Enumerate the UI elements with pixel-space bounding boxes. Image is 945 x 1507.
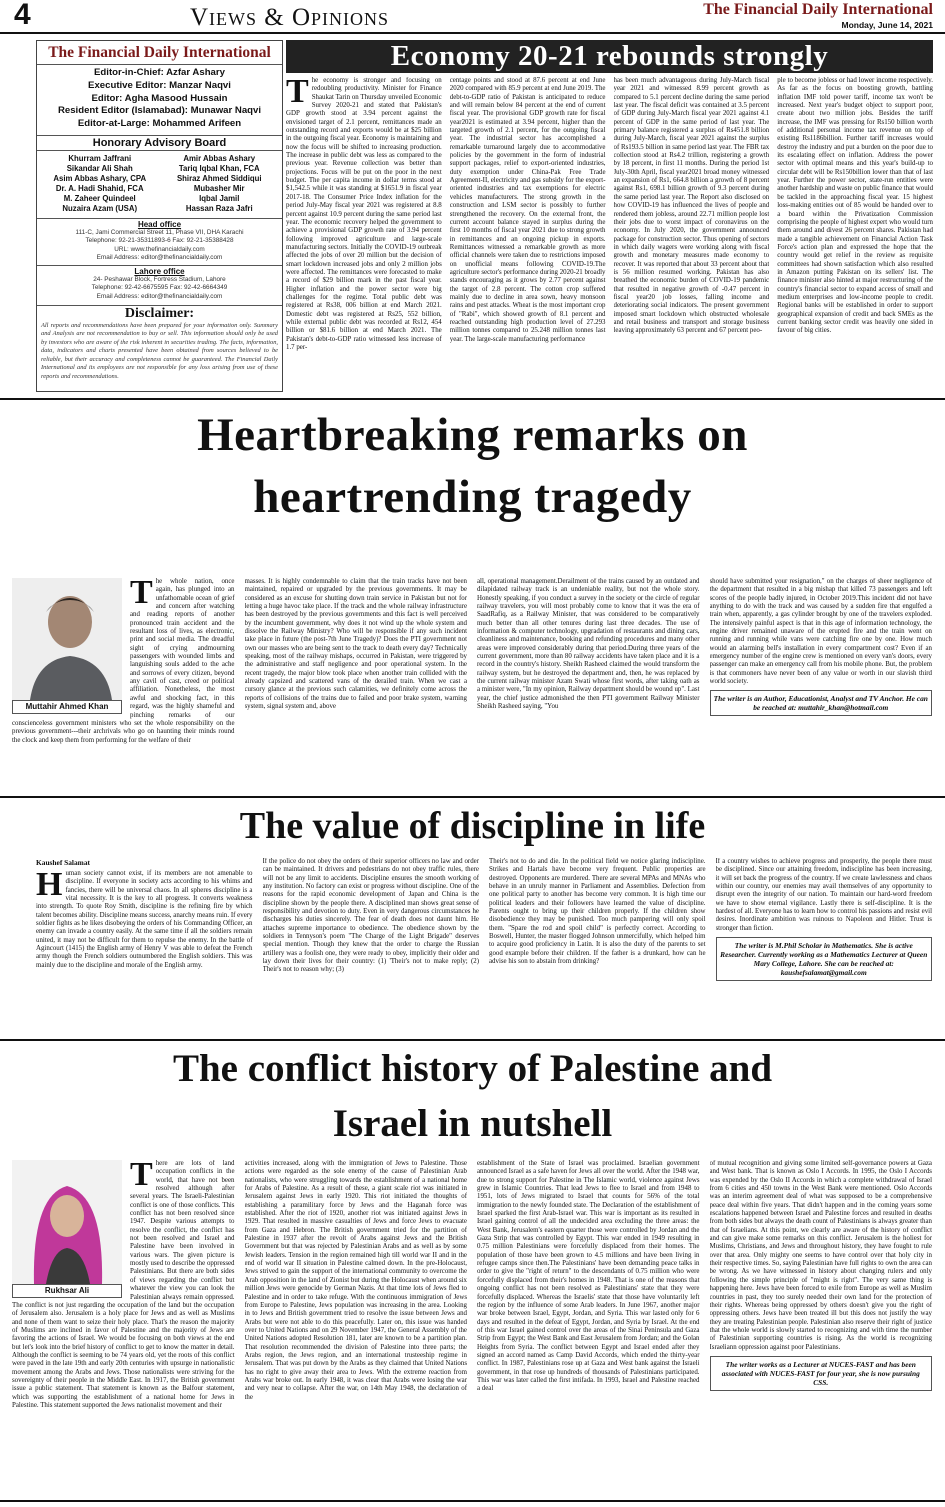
- head-office-url[interactable]: URL: www.thefinancialdaily.com: [114, 245, 205, 253]
- article-text: here are lots of land occupation conflicts in the world, that have not been resolved although after several years. The Israeli-Palestinian conflict is one of those conflicts. This conflict has not been resolved since 1947. Despite various attempts to resolve the conflict, the conflict has not been resolved and Israel and Palestine have been involved in various wars. The given picture is mostly used to describe the oppressed Palestinians. But there are both sides of views regarding the conflict but whatever the view you can look the Palestinian always remain oppressed. The conflict is not just regarding the occupation of the land but the occupation of Jerusalem also. Jerusalem is a holy place for Jews and as well as Muslims and none of them want to seize their holy place. That's the reason the majority of Muslims are inclined in favor of Palestine and the majority of Jews are favoring the actions of Israel. We would be focusing on both views at the end but let's look into the brief history of conflict to get to know the matter in detail. Although the conflict is seeming to be 74 years old, yet the roots of this conflict were paved in the late 19th and early 20th centuries with upsurge in nationalistic movement among the Arabs and Jews. Those nationalists were striving for the sovereignty of their people in the Middle East. In 1917, the British government issue a public statement. That statement is known as the Balfour statement, which was supporting the establishment of a national home for Jews in Palestine. This statement supported the Jews nationalist movement and their: [12, 1160, 235, 1409]
- board-member: Iqbal Jamil: [199, 193, 240, 203]
- board-member: Sikandar Ali Shah: [66, 163, 133, 173]
- board-member: Tariq Iqbal Khan, FCA: [178, 163, 260, 173]
- drop-cap: H: [36, 866, 63, 903]
- head-office-email[interactable]: Email Address: editor@thefinancialdaily.com: [96, 253, 223, 261]
- section-title: Views & Opinions: [190, 4, 390, 31]
- article1-body: [12, 578, 932, 790]
- issue-date: Monday, June 14, 2021: [841, 20, 933, 30]
- article-column: [245, 578, 468, 790]
- board-member: Shiraz Ahmed Siddiqui: [176, 173, 262, 183]
- article-text: establishment of the State of Israel was proclaimed. Israelian government announced Israel as a safe haven for Jews all over the world. After the 1948 war, due to strong support for Palestine in The Islamic world, violence against Jews grew in Islamic Countries. That lead Jews to flee to Israel and from 1948 to 1951, lots of Jews migrated to Israel that counts for 56% of the total immigration to the newly founded state. The Declaration of the establishment of Israel sparked the first Arab-Israel war. This war is important as its resulted in Israel gaining control of all the undecided area excluding the three areas: the West Bank, Jerusalem's eastern quarter those were controlled by Jordan and the Gaza Strip that was controlled by Egypt. This war ended in 1949 resulting in 0.75 million Palestinians were forcefully displaced from their homes. The population of those have been grown to 4.5 millions and have been living in refugee camps since then.The Palestinians' have been demanding peace talks in order to give the "right of return" to the descendants of 0.75 million who were forcefully displaced from their's homes in 1948. That is one of the reasons that ongoing conflict has not been resolved as Palestinians' state that they were forcefully displaced. Whereas the Israelis' state that those have voluntarily left the region by the influence of some Arab leaders. In June 1967, another major war broke between Israel, Egypt, Jordan, and Syria. This war lasted only for 6 days and resulted in the defeat of Egypt, Jordan, and Syria by Israel. At the end of this war Israel gained control over the areas of the Sinai Peninsula and Gaza Strip from Egypt; the West Bank and East Jerusalem from Jordan; and the Golan Heights from Syria. The conflict between Egypt and Israel ended after they signed an accord named as Camp David Accords, which ended the thirty-year conflict. In 1987, Palestinians rose up at Gaza and West bank against the Israeli government, in that rose up hundreds of thousands of Palestinians participated. This war was later called the first intifada. In 1993, Israel and Palestine reached a deal: [477, 1160, 700, 1393]
- article3-headline: [0, 1041, 945, 1151]
- masthead-title: The Financial Daily International: [37, 41, 282, 65]
- article-column: [477, 1160, 700, 1500]
- headline-line: Heartbreaking remarks on: [197, 409, 748, 461]
- headline-line: Israel in nutshell: [332, 1102, 613, 1145]
- article-column: [36, 858, 253, 1036]
- lahore-office-line: Telephone: 92-42-6675595 Fax: 92-42-6664349: [91, 284, 228, 292]
- economy-headline: Economy 20-21 rebounds strongly: [286, 40, 933, 73]
- article-text: If the police do not obey the orders of their superior officers no law and order can be maintained. It drivers and pedestrians do not obey traffic rules, there will not be any limit to accidents. Discipline ensures the smooth working of any institution. No factory can exist or progress without discipline. One of the reasons for the rapid economic development of Japan and China is the discipline shown by the people there. A disciplined man shows great sense of responsibility and devotion to duty. Even in very dangerous circumstances he discharges his duties sincerely. The fear of death does not daunt him. He attaches supreme importance to obedience. The obedience shown by the soldiers in Tennyson's poem "The Charge of the Light Brigade" deserves special mention. Though they knew that the order to charge the Russian artillery was a foolish one, they were ready to obey, implicitly their older and lay down their lives for their country: (1) 'Their's not to make reply; (2) Their's not to reason why; (3): [262, 858, 479, 974]
- editors-list: [37, 65, 282, 133]
- article-text: he whole nation, once again, has plunged into an unfathomable ocean of grief and concern after watching and reading reports of another pronounced train accident and the resultant loss of lives, as electronic, print and social media. The dreadful sight of crying andmourning passengers with wounded limbs and languishing souls added to the ache and sorrows of every citizen, beyond any cavil of cast, creed or political affiliation. Nonetheless, the most awful and shocking fact, in this regard, was the highly shameful and pinching remarks of our conscienceless government ministers who set the whole responsibility on the previous government---their archrivals who go on haunting their minds round the clock and keep them from performing for the welfare of their: [12, 578, 235, 744]
- economy-article: [286, 77, 933, 393]
- article2-body: [36, 858, 932, 1036]
- author-caption: Rukhsar Ali: [12, 1284, 122, 1298]
- section-divider: [0, 398, 945, 400]
- board-member: Hassan Raza Jafri: [185, 203, 253, 213]
- article-column: [263, 858, 480, 1036]
- masthead-box: [36, 40, 283, 392]
- board-member: Dr. A. Hadi Shahid, FCA: [55, 183, 144, 193]
- article-text: uman society cannot exist, if its members are not amenable to discipline. If everyone in society acts according to his whims and fancies, there will be universal chaos. In all spheres discipline is a vital necessity. It is the key to all progress. It converts weakness into strength. To quote Roy Smith, discipline is the refining fire by which talent becomes ability. Discipline means success, anarchy means ruin. If every soldier fights as he likes disobeying the orders of his Commanding Officer, an enemy can invade a country easily. At the same time if all the soldiers remain united, it may not be difficult for them to repulse the enemy. In the battle of Agincourt (1415) the English army of Henry V was able to defeat the French army though the French soldiers outnumbered the English soldiers. This was mainly due to the discipline and morale of the English army.: [36, 870, 253, 969]
- article1-headline: [0, 404, 945, 528]
- board-member: M. Zaheer Quindeel: [63, 193, 136, 203]
- article-text: should have submitted your resignation," on the charges of sheer negligence of the department that resulted in a big mishap that killed 73 passengers and left scores of the people badly injured, in October 2019.This incident did not have anything to do with the track and was caused by a sudden fire that engulfed a train when, apparently, a gas cylinder brought by one of the travelers exploded. The intensively painful aspect is that in this age of information technology, the engine driver remained unaware of the erupted fire and the train went on running and running while vans were catching fire one by one. How much would an alarming bell's installation in every compartment cost? Even if an emergency number of the engine crew is mentioned on every van's doors, every passenger can make an emergency call from his mobile phone. But, the problem is that commoners have never been of any value or worth in our slavish third world society.: [709, 578, 932, 686]
- article-text: centage points and stood at 87.6 percent at end June 2020 compared with 85.9 percent at end June 2019. The debt-to-GDP ratio of Pakistan is anticipated to reduce and will remain below 84 percent at the end of current fiscal year. The provisional GDP growth rate for fiscal year2021 is estimated at 3.94 percent, higher than the targeted growth of 2.1 percent, for the outgoing fiscal year. The industrial sector has accomplished a remarkable turnaround largely due to accommodative policies by the government in the form of industrial support packages, relief to export-oriented industries, duty exemption under China-Pak Free Trade Agreement-II, electricity and gas subsidy for the export-oriented industries and tax exemptions for electric vehicles manufacturers. The strong growth in the construction and LSM sector is possibly to further strengthened the recovery. On the external front, the current account balance stayed in surplus during the first 10 months of fiscal year 2021 due to strong growth in remittances and an ongoing pickup in exports. Remittances witnessed a remarkable growth as more official channels were taken due to restrictions imposed on unofficial means following COVID-19.The agriculture sector's performance during 2020-21 broadly stands encouraging as it grows by 2.77 percent against the target of 2.8 percent. The cotton crop suffered mainly due to decline in area sown, heavy monsoon rains and pest attacks. Wheat is the most important crop of "Rabi", which showed growth of 8.1 percent and reached outstanding high production level of 27.293 million tonnes compared to 25.248 million tonnes last year. The large-scale manufacturing performance: [449, 77, 606, 343]
- board-member: Khurram Jaffrani: [68, 153, 132, 163]
- page-header: [0, 0, 945, 34]
- author-photo-frame: [12, 578, 124, 716]
- editor-line: Resident Editor (Islamabad): Munawar Naqvi: [57, 105, 262, 117]
- board-column-left: [40, 154, 160, 214]
- author-bio: The writer is an Author, Educationist, Analyst and TV Anchor. He can be reached at: muttahir_khan@hotmail.com: [710, 690, 933, 716]
- paper-name: The Financial Daily International: [703, 1, 933, 18]
- lahore-office-line: 24- Peshawar Block, Fortress Stadium, Lahore: [93, 276, 226, 284]
- editor-line: Editor-at-Large: Mohammed Arifeen: [77, 118, 242, 130]
- drop-cap: T: [130, 578, 153, 611]
- advisory-board-title: Honorary Advisory Board: [37, 135, 282, 151]
- article-text: he economy is stronger and focusing on redoubling productivity. Minister for Finance Shaukat Tarin on Thursday unveiled Economic Survey 2020-21 and stated that Pakistan's GDP growth stood at 3.94 percent against the envisioned target of 2.1 percent, remittances made an outstanding record and exports would be at $25 billion in the outgoing fiscal year. Economy is maintaining and now the focus will be shifted to increasing production. The increase in public debt was less as compared to the previous year. Revenue collection was better than projections. Focus will be put on the poor in the next budget. The per capita income in dollar terms stood at $1,542.5 while it was standing at $1651.9 in fiscal year 2017-18. The Consumer Price Index inflation for the period July-May fiscal year 2021 was registered at 8.8 percent against 10.9 percent during the same period last year. The economic recovery helped the government to achieve a provisional GDP growth rate of 3.94 percent following improved agriculture and large-scale manufacturing sectors. Initially the COVID-19 outbreak affected the jobs of over 20 million but the decision of smart lockdown increased jobs and only 2 million jobs were affected. The remittances were forecasted to make a record of $29 billion mark in the past fiscal year. Higher inflation and the power sector were big challenges for the regime. Total public debt was registered at Rs38, 006 billion at end March 2021. Domestic debt was registered at Rs25, 552 billion, while external public debt was recorded at Rs12, 454 billion or $81.6 billion at end March 2021. The Pakistan's debt-to-GDP ratio witnessed less increase of 1.7 per-: [286, 77, 442, 351]
- author-photo: [12, 578, 122, 700]
- disclaimer-title: Disclaimer:: [37, 305, 282, 322]
- author-caption: Muttahir Ahmed Khan: [12, 700, 122, 714]
- headline-line: heartrending tragedy: [253, 471, 692, 523]
- editor-line: Editor: Agha Masood Hussain: [91, 92, 228, 104]
- lahore-office-title: Lahore office: [37, 265, 282, 276]
- head-office-line: Telephone: 92-21-35311893-6 Fax: 92-21-35388428: [85, 237, 234, 245]
- drop-cap: T: [130, 1160, 153, 1193]
- board-member: Mubasher Mir: [193, 183, 245, 193]
- article-column: [12, 1160, 235, 1500]
- head-office-line: 111-C, Jami Commercial Street 11, Phase VII, DHA Karachi: [75, 228, 244, 236]
- article-text: If a country wishes to achieve progress and prosperity, the people there must be disciplined. Since our attaining freedom, indiscipline has been increasing, it will set back the progress of the country. If we create lawlessness and chaos within our country, our enemies may avail themselves of any opportunity to disrupt even the integrity of our nation. To maintain our hard-word freedom we have to show eternal vigilance. Lastly there is self-discipline. It is the hardest of all. Everyone has to learn how to control his passions and resist evil desires. Inordinate ambition was ruinous to Napoleon and Hitler. Trust is stronger than fiction.: [715, 858, 932, 932]
- article-column: [477, 578, 700, 790]
- advisory-board-members: [37, 153, 282, 215]
- author-bio: The writer works as a Lecturer at NUCES-FAST and has been associated with NUCES-FAST for four year, she is now pursuing CSS.: [710, 1356, 933, 1391]
- article-text: has been much advantageous during July-March fiscal year 2021 and witnessed 8.99 percent growth as compared to 5.1 percent decline during the same period last year. The fiscal deficit was contained at 3.5 percent of GDP during July-March fiscal year 2021 against 4.1 percent of GDP in the same period of last year. The primary balance registered a surplus of Rs451.8 billion during July-March, fiscal year 2021 against the surplus of Rs193.5 billion in same period last year. The FBR tax collection stood at Rs4.2 trillion, registering a growth by 18 percent, in first 11 months. During the period 1st July-30th April, fiscal year2021 broad money witnessed an expansion of Rs1, 664.8 billion a growth of 8 percent against Rs1, 698.1 billion growth of 9.3 percent during the same period last year. The Report also disclosed on how COVID-19 has influenced the lives of people and rendered them jobless, around 22.71 million people lost their jobs due to worst impact of coronavirus on the economy. In July 2020, the government announced package for construction sector. Thus opening of sectors in which daily wagers were working along with fiscal growth and monetary measures made economy to recover. It was reported that about 33 percent about that is 56 million resumed working. Pakistan has also breathed the economic burden of COVID-19 pandemic that resulted in negative growth of -0.47 percent in fiscal year20 job losses, falling income and deteriorating social indicators. The present government imposed smart lockdown which obstructed wholesale and retail business and transport and storage business leaving approximately 63 percent and 67 percent peo-: [613, 77, 770, 335]
- article-text: all, operational management.Derailment of the trains caused by an outdated and dilapidated railway track is an undeniable reality, but not the whole story. Honestly speaking, if you conduct a survey in the society or the circle of regular railway travelers, you will most probably come to know that it was the era of SaadRafiq, as a Railway Minister, that was considered to be comparatively much better than all other tenures during last three decades. The use of information & computer technology, upgradation of restaurants and dining cars, cleanliness and maintenance, booking and refunding procedures and many other areas were improved considerably during that period.During three years of the current government, more than 80 railway accidents have taken place and it is a record in the country's history. Sheikh Rasheed claimed the would transform the railway system, but he destroyed the department and, then, he was replaced by the current railway minister Azam Swati whose first words, after taking oath as a minister were, "In my opinion, Railway department should be wound up". Last year, the chief justice admonished the then PTI government Railway Minister Sheikh Rasheed saying, "You: [477, 578, 700, 711]
- headline-line: The conflict history of Palestine and: [172, 1047, 773, 1090]
- author-bio: The writer is M.Phil Scholar in Mathematics. She is active Researcher. Currently working as a Mathematics Lecturer at Queen Mary College, Lahore. She can be reached at: kaushefsalamat@gmail.com: [716, 937, 933, 981]
- board-column-right: [160, 154, 280, 214]
- editor-line: Editor-in-Chief: Azfar Ashary: [94, 67, 225, 78]
- article-text: ple to become jobless or had lower income respectively. As far as the focus on boosting growth, battling inflation IMF told power tariff, income tax won't be increased. Next year's budget object to support poor, create about two million jobs. Besides the tariff increase, the IMF was pressing for Rs150 billion worth of additional personal income tax revenue on top of existing Rs1186billion. Further tariff increases would destroy the industry and put a burden on the poor due to its escalating effect on inflation. Address the power sector with optimal means and this year's build-up to circular debt will be Rs150billion lower than that of last year. Further the power sector, state-run entities were another hardship and waste on public finance that would be tackled in the approaching fiscal year. 15 highest loss-making entities out of 85 would be handed over to a board within the Privatization Commission comprising the people of highest expert who would turn them around and divest 26 percent shares. Pakistan had made a tangible achievement on Financial Action Task Force's action plan and expressed the hope that the country would get relief in the review as requisite committees had shown satisfaction which also resulted in Amazon putting Pakistan on its sellers' list. The finance minister also hinted at major restructuring of the country's financial sector to expand access of small and medium enterprises and low-income people to credit. Regional banks will be established in order to support geographical expansion of credit and back SMEs as the current banking sector credit was heavily one sided in favour of big cities.: [777, 77, 933, 335]
- article-text: masses. It is highly condemnable to claim that the train tracks have not been maintained, repaired or upgraded by the previous governments. It may be considered as an excuse for shutting down train service in Pakistan but not for letting a huge havoc take place. If the track and the whole railway infrastructure has been destroyed by the previous governments and this fact is well perceived by the incumbent government, why does it not wind up the whole system and dissolve the Railway Ministry? Who will be responsible if any such incident take place in future (the post-7th June Tragedy)? Does the PTI government not own our masses who are being sent to the track to death every day? Technically speaking, most of the railway mishaps, occurred in Pakistan, were triggered by the administrative and staff negligence and poor operational system. In the recent tragedy, the major blow took place when another train collided with the already capsized and scattered vans of the derailed train. When we cast a cursory glance at the previous such calamities, we definitely come across the reports of collisions of the trains due to failed and poor brake system, warning system, signal system and, above: [244, 578, 467, 711]
- article2-headline: The value of discipline in life: [239, 805, 706, 847]
- article-column: [286, 77, 442, 393]
- article-column: [710, 578, 933, 790]
- article-text: of mutual recognition and giving some limited self-governance powers at Gaza and West bank. That is known as Oslo I Accords. In 1995, the Oslo I Accords was expended by the Oslo II Accords in which a complete withdrawal of Israel from 6 cities and 450 towns in the West Bank were mentioned. Oslo Accords was an interim agreement deal of what was supposed to be a comprehensive peace deal within five years. That didn't happen and in the coming years some escalations happened between Israel and Palestine forces and resulted in deaths from both sides but always the death count of Palestinians is always greater than that of Israelians. At this point, we clearly are aware of the history of conflict and can give make some remarks on this conflict. Jerusalem is the holiest for Muslims, Christians, and Jews and throughout history, they have fought to rule over that area. Only mighty one seems to have control over that holy city in their respective times. So, saying Palestinian have full rights to own the area can be wrong. As we have witnessed in history about changing rulers and only following the simple principle of "might is right". The very same thing is happening here. Jews have been forced to exile from Europe as well as Muslim countries in past, they too surely needed their own land for the protection of their rights. Whereas being oppressed by others doesn't give you the right of oppressing others. Jews have been treated ill but this does not justify the way they are treating Palestinian people. Palestinian also reserve their right of justice that the whole world is slowly started to recognizing and with time the number of Palestinian supporting countries is rising. As the world is recognizing Israeliann oppression against poor Palestinians.: [709, 1160, 932, 1351]
- article-text: Their's not to do and die. In the political field we notice glaring indiscipline. Strikes and Hartals have become very frequent. Public properties are destroyed. Opponents are murdered. There are several MPAs and MNAs who behave in an unruly manner in Parliament and Assemblies. Defection from one political party to another has become very common. It is high time our political leaders and their followers have learned the value of discipline. Parents ought to bring up their children properly. If the children show disobedience they may be punished. Too much pampering will only spoil them. "Spare the rod and spoil child" is perfectly correct. According to Boswell, Hunter, the master flogged Johnson unmercifully, which helped him to acquire good proficiency in Latin. It is also the duty of the parents to set good example before their children. If the father is a drunkard, how can he advise his son to abstain from drinking?: [489, 858, 706, 966]
- head-office-title: Head office: [37, 218, 282, 229]
- author-photo-frame: [12, 1160, 124, 1300]
- board-member: Amir Abbas Ashary: [183, 153, 256, 163]
- author-photo: [12, 1160, 122, 1284]
- disclaimer-text: All reports and recommendations have been prepared for your information only. Summary and Analysis are not recommendation to buy or sell. This information should only be used by investors who are aware of the risk inherent in securities trading. The facts, information, data, indicators and charts presented have been obtained from sources believed to be reliable, but their accuracy and completeness cannot be guaranteed. The Financial Daily International and its employees are not responsible for any loss arising from use of these reports and recommendations.: [41, 322, 278, 380]
- page-number: 4: [14, 0, 31, 31]
- article3-body: [12, 1160, 932, 1500]
- article-column: [710, 1160, 933, 1500]
- article-text: activities increased, along with the immigration of Jews to Palestine. Those actions were regarded as the sole enemy of the cause of Palestinian Arab nationalists, who were struggling towards the establishment of a national home for Arabs of Palestine. As a result of these, a giant scale riot was initiated in Jerusalem against Jews in early 1920. This riot initiated the thoughts of establishing a paramilitary force by Jews and the Haganah force was established. After the riot of 1920, another riot was initiated against Jews in 1929. That resulted in massive casualties of Jews and force Jews to evacuate from Gaza and Hebron. The British government tried for the partition of Palestine in 1937 after the revolt of Arabs against Jews and the British Government but that was rejected by Palestinian Arabs and as well as by some Jewish leaders. Tension in the region remained high till world war II and in the end of world war II situation in Palestine calmed down. In the pre-Holocaust, Jews strived to gain the support of the international community to overcome the Arab opposition in the land of Zionist but during the Holocaust when around six million Jews were genocide by German Nazis. At that time lots of Jews fled to Palestine and in order to take refuge. With the continuous immigration of Jews from Europe to Palestine, Jews population was increasing in the area. Looking in to Jews and British government tried to resolve the issue between Jews and Arabs but were not able to do this peacefully. Later on, this issue was handed over to United Nations and on 29 November 1947, the General Assembly of the United Nations adopted Resolution 181, later are known to be a partition plan. That resolution recommended the division of Palestine into three parts; the Arabs region, the Jews region, and an international trusteeship regime in Jerusalem. That was put down by the Arabs as they claimed that United Nations has no right to give away their area to Jews. With the extreme reaction from Arabs war broke out. In early 1948, it was clear that Arabs were losing the war and very near to collapse. After the war, on 14th May 1948, the declaration of the: [244, 1160, 467, 1401]
- article-column: [716, 858, 933, 1036]
- article-column: [777, 77, 933, 393]
- article-column: [245, 1160, 468, 1500]
- board-member: Asim Abbas Ashary, CPA: [53, 173, 147, 183]
- editor-line: Executive Editor: Manzar Naqvi: [88, 79, 231, 91]
- article-column: [614, 77, 770, 393]
- author-name: Kaushef Salamat: [36, 858, 90, 867]
- drop-cap: T: [286, 77, 309, 110]
- article-column: [450, 77, 606, 393]
- lahore-office-email[interactable]: Email Address: editor@thefinancialdaily.com: [96, 292, 223, 300]
- article-column: [12, 578, 235, 790]
- board-member: Nuzaira Azam (USA): [62, 203, 138, 213]
- article-column: [489, 858, 706, 1036]
- page-bottom-rule: [0, 1500, 945, 1502]
